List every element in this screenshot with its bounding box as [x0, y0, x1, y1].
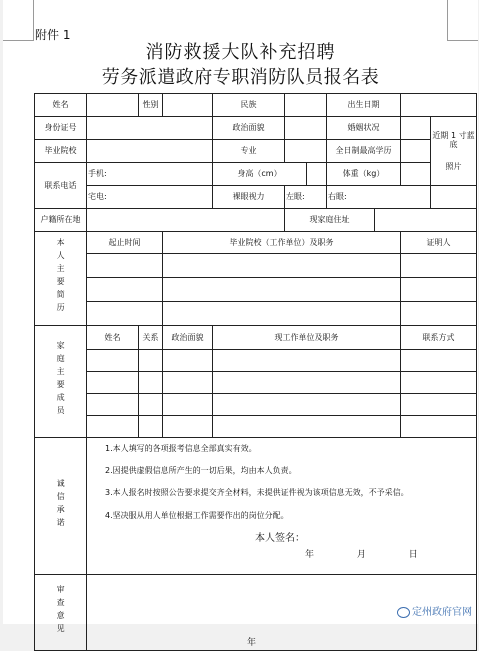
family-col-contact: 联系方式: [401, 326, 477, 350]
family-cell[interactable]: [163, 350, 213, 372]
family-cell[interactable]: [87, 372, 139, 394]
field-marital-status[interactable]: [401, 117, 431, 140]
family-cell[interactable]: [213, 416, 401, 438]
signature-label: 本人签名：: [255, 532, 305, 544]
field-birth-date[interactable]: [401, 94, 477, 117]
photo-caption-2: 照片: [445, 161, 462, 171]
field-current-address[interactable]: [375, 209, 477, 232]
resume-cell[interactable]: [163, 302, 401, 326]
family-col-political: 政治面貌: [163, 326, 213, 350]
field-mobile[interactable]: [87, 163, 213, 186]
field-weight[interactable]: [401, 163, 431, 186]
family-cell[interactable]: [401, 372, 477, 394]
family-cell[interactable]: [213, 394, 401, 416]
resume-cell[interactable]: [401, 278, 477, 302]
family-cell[interactable]: [163, 372, 213, 394]
resume-cell[interactable]: [87, 278, 163, 302]
label-height: 身高（cm）: [213, 163, 307, 186]
family-cell[interactable]: [401, 350, 477, 372]
field-id-number[interactable]: [87, 117, 213, 140]
family-col-work: 现工作单位及职务: [213, 326, 401, 350]
resume-col-school-work: 毕业院校（工作单位）及职务: [163, 232, 401, 254]
field-name[interactable]: [87, 94, 139, 117]
resume-cell[interactable]: [401, 302, 477, 326]
family-cell[interactable]: [401, 394, 477, 416]
label-full-time-edu: 全日制最高学历: [327, 140, 401, 163]
family-cell[interactable]: [87, 350, 139, 372]
resume-cell[interactable]: [87, 254, 163, 278]
label-gender: 性别: [139, 94, 163, 117]
title-line-1: 消防救援大队补充招聘: [145, 42, 336, 63]
field-political-status[interactable]: [285, 117, 327, 140]
family-col-name: 姓名: [87, 326, 139, 350]
watermark: [397, 603, 472, 618]
field-full-time-edu[interactable]: [401, 140, 431, 163]
resume-cell[interactable]: [87, 302, 163, 326]
family-cell[interactable]: [87, 394, 139, 416]
label-id-number: 身份证号: [35, 117, 87, 140]
label-major: 专业: [213, 140, 285, 163]
field-vision-extra[interactable]: [431, 186, 477, 209]
label-birth-date: 出生日期: [327, 94, 401, 117]
resume-cell[interactable]: [401, 254, 477, 278]
field-landline[interactable]: [87, 186, 213, 209]
pledge-date-line: 年 月 日: [305, 550, 418, 561]
field-gender[interactable]: [163, 94, 213, 117]
pledge-item-4: 4.坚决服从用人单位根据工作需要作出的岗位分配。: [105, 510, 289, 520]
label-naked-vision: 裸眼视力: [213, 186, 285, 209]
label-contact: 联系电话: [35, 163, 87, 209]
wechat-logo-icon: [397, 607, 410, 618]
family-cell[interactable]: [401, 416, 477, 438]
label-school: 毕业院校: [35, 140, 87, 163]
family-cell[interactable]: [87, 416, 139, 438]
field-school[interactable]: [87, 140, 213, 163]
resume-cell[interactable]: [163, 278, 401, 302]
field-major[interactable]: [285, 140, 327, 163]
label-ethnicity: 民族: [213, 94, 285, 117]
family-col-relation: 关系: [139, 326, 163, 350]
photo-caption-1: 近期 1 寸蓝底: [432, 131, 475, 150]
family-cell[interactable]: [213, 350, 401, 372]
family-cell[interactable]: [163, 416, 213, 438]
family-cell[interactable]: [139, 394, 163, 416]
pledge-item-3: 3.本人报名时按照公告要求提交齐全材料，未提供证件视为该项信息无效，不予采信。: [105, 488, 409, 498]
review-section-label: 审查意见: [35, 575, 87, 651]
family-cell[interactable]: [139, 350, 163, 372]
corner-mark-top-right: [447, 0, 478, 41]
label-weight: 体重（kg）: [327, 163, 401, 186]
family-cell[interactable]: [139, 416, 163, 438]
field-household[interactable]: [87, 209, 285, 232]
annex-label: 附件 1: [35, 28, 71, 42]
family-cell[interactable]: [139, 372, 163, 394]
review-date-year: 年: [247, 637, 257, 648]
family-cell[interactable]: [163, 394, 213, 416]
pledge-item-1: 1.本人填写的各项报考信息全部真实有效。: [105, 444, 257, 453]
field-right-eye[interactable]: [327, 186, 431, 209]
label-marital-status: 婚姻状况: [327, 117, 401, 140]
pledge-content: [87, 438, 477, 575]
label-name: 姓名: [35, 94, 87, 117]
registration-form-table: [34, 93, 477, 651]
resume-col-period: 起止时间: [87, 232, 163, 254]
label-political-status: 政治面貌: [213, 117, 285, 140]
label-household: 户籍所在地: [35, 209, 87, 232]
photo-box[interactable]: [431, 117, 477, 186]
field-ethnicity[interactable]: [285, 94, 327, 117]
title-line-2: 劳务派遣政府专职消防队员报名表: [101, 67, 380, 88]
watermark-text: 定州政府官网: [412, 607, 472, 618]
corner-mark-top-left: [3, 0, 34, 41]
label-landline: 宅电:: [88, 192, 107, 202]
resume-section-label: 本人主要简历: [35, 232, 87, 326]
resume-col-witness: 证明人: [401, 232, 477, 254]
pledge-item-2: 2.因提供虚假信息所产生的一切后果，均由本人负责。: [105, 466, 297, 476]
label-left-eye: 左眼:: [286, 192, 305, 202]
pledge-section-label: 诚信承诺: [35, 438, 87, 575]
family-section-label: 家庭主要成员: [35, 326, 87, 438]
label-current-address: 现家庭住址: [285, 209, 375, 232]
label-right-eye: 右眼:: [328, 192, 347, 202]
resume-cell[interactable]: [163, 254, 401, 278]
form-page: [3, 0, 478, 648]
field-height[interactable]: [307, 163, 327, 186]
family-cell[interactable]: [213, 372, 401, 394]
field-left-eye[interactable]: [285, 186, 327, 209]
label-mobile: 手机:: [88, 169, 107, 179]
